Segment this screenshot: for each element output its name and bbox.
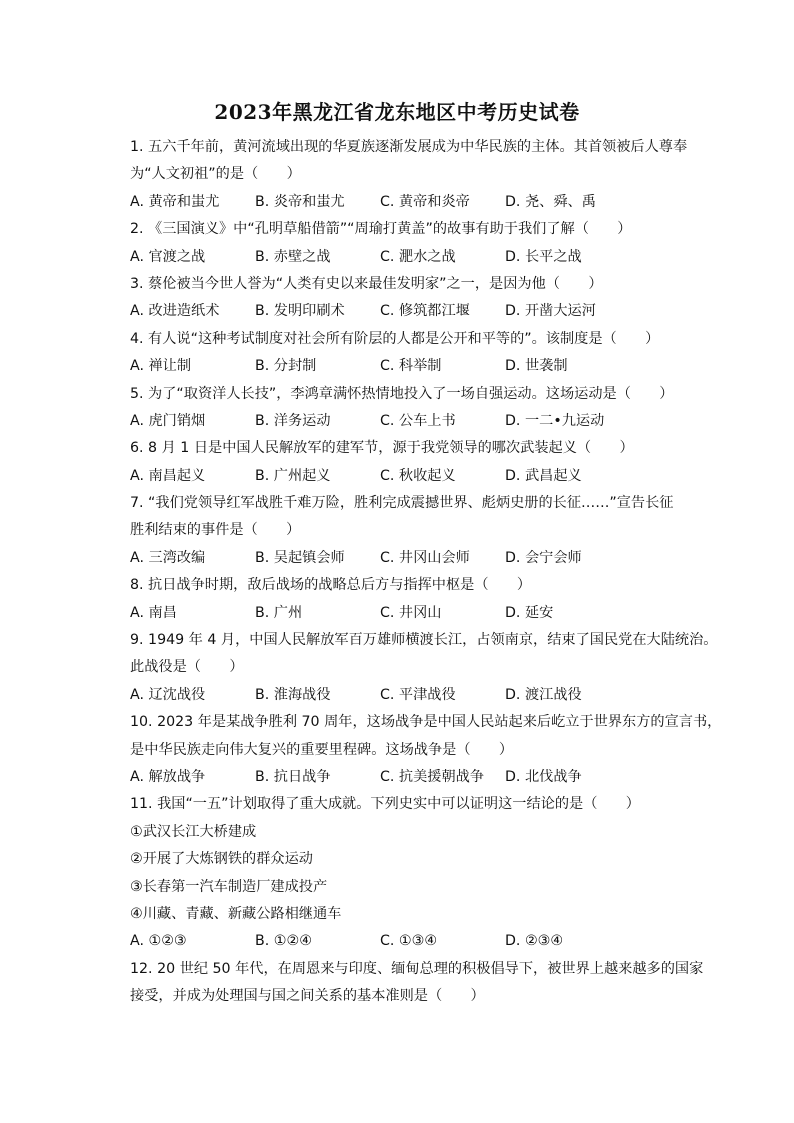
question-stem: 3. 蔡伦被当今世人誉为“人类有史以来最佳发明家”之一，是因为他（ ） [130, 275, 603, 292]
option-row [130, 353, 700, 380]
question-stem: 2. 《三国演义》中“孔明草船借箭”“周瑜打黄盖”的故事有助于我们了解（ ） [130, 221, 632, 238]
question-10 [130, 709, 722, 791]
option-c: C. 修筑都江堰 [380, 303, 470, 320]
question-stem-line: 胜利结束的事件是（ ） [130, 522, 301, 539]
option-b: B. ①②④ [255, 933, 312, 950]
question-stem-line: 是中华民族走向伟大复兴的重要里程碑。这场战争是（ ） [130, 741, 514, 758]
option-b: B. 淮海战役 [255, 686, 331, 703]
option-b: B. 炎帝和蚩尤 [255, 193, 345, 210]
option-d: D. 世袭制 [505, 358, 568, 375]
option-a: A. 改进造纸术 [130, 303, 220, 320]
option-d: D. 长平之战 [505, 248, 582, 265]
option-a: A. 辽沈战役 [130, 686, 206, 703]
page-title: 2023年黑龙江省龙东地区中考历史试卷 [214, 100, 580, 124]
question-stem-line: 此战役是（ ） [130, 659, 244, 676]
question-4 [130, 326, 700, 381]
option-d: D. 渡江战役 [505, 686, 582, 703]
option-b: B. 抗日战争 [255, 768, 331, 785]
question-11 [130, 791, 700, 955]
option-b: B. 洋务运动 [255, 412, 331, 429]
question-stem: 7. “我们党领导红军战胜千难万险，胜利完成震撼世界、彪炳史册的长征……”宣告长征 [130, 495, 674, 512]
option-row [130, 244, 700, 271]
option-a: A. 官渡之战 [130, 248, 206, 265]
option-b: B. 赤壁之战 [255, 248, 331, 265]
question-12 [130, 956, 704, 1011]
option-d: D. 延安 [505, 604, 554, 621]
question-1 [130, 134, 700, 216]
option-c: C. 井冈山 [380, 604, 442, 621]
option-c: C. 井冈山会师 [380, 549, 470, 566]
question-stem: 1. 五六千年前，黄河流域出现的华夏族逐渐发展成为中华民族的主体。其首领被后人尊奉 [130, 139, 688, 155]
option-d: D. 武昌起义 [505, 467, 582, 484]
option-a: A. 南昌起义 [130, 467, 206, 484]
option-b: B. 分封制 [255, 358, 317, 375]
option-a: A. 虎门销烟 [130, 412, 206, 429]
question-2 [130, 216, 700, 271]
option-row [130, 682, 700, 709]
question-stem: 6. 8 月 1 日是中国人民解放军的建军节，源于我党领导的哪次武装起义（ ） [130, 440, 634, 457]
option-d: D. ②③④ [505, 933, 564, 950]
option-row [130, 545, 700, 572]
question-stem-line: ④川藏、青藏、新藏公路相继通车 [130, 905, 342, 922]
option-c: C. ①③④ [380, 933, 438, 950]
option-a: A. 解放战争 [130, 768, 206, 785]
question-stem-line: ③长春第一汽车制造厂建成投产 [130, 878, 328, 895]
option-b: B. 发明印刷术 [255, 303, 345, 320]
option-row [130, 408, 700, 435]
question-8 [130, 572, 700, 627]
question-stem: 11. 我国“一五”计划取得了重大成就。下列史实中可以证明这一结论的是（ ） [130, 796, 640, 813]
option-d: D. 尧、舜、禹 [505, 193, 596, 210]
option-c: C. 黄帝和炎帝 [380, 193, 470, 210]
question-stem-line: 为“人文初祖”的是（ ） [130, 166, 301, 183]
question-stem: 4. 有人说“这种考试制度对社会所有阶层的人都是公开和平等的”。该制度是（ ） [130, 330, 660, 347]
option-c: C. 抗美援朝战争 [380, 768, 485, 785]
question-stem: 8. 抗日战争时期，敌后战场的战略总后方与指挥中枢是（ ） [130, 577, 532, 594]
option-b: B. 广州 [255, 604, 303, 621]
question-stem-line: ②开展了大炼钢铁的群众运动 [130, 851, 313, 868]
question-stem-line: 接受，并成为处理国与国之间关系的基本准则是（ ） [130, 988, 485, 1005]
question-list [130, 134, 722, 1011]
option-a: A. 三湾改编 [130, 549, 206, 566]
option-c: C. 淝水之战 [380, 248, 456, 265]
option-b: B. 吴起镇会师 [255, 549, 345, 566]
question-stem: 12. 20 世纪 50 年代，在周恩来与印度、缅甸总理的积极倡导下，被世界上越来越多的国家 [130, 960, 704, 977]
question-5 [130, 381, 700, 436]
option-c: C. 秋收起义 [380, 467, 456, 484]
option-row [130, 600, 700, 627]
option-d: D. 会宁会师 [505, 549, 582, 566]
option-c: C. 科举制 [380, 358, 442, 375]
option-a: A. ①②③ [130, 933, 187, 950]
option-d: D. 一二•九运动 [505, 412, 605, 429]
question-6 [130, 435, 700, 490]
question-7 [130, 490, 700, 572]
option-b: B. 广州起义 [255, 467, 331, 484]
option-row [130, 298, 700, 325]
option-d: D. 北伐战争 [505, 768, 582, 785]
option-row [130, 463, 700, 490]
question-9 [130, 627, 718, 709]
option-c: C. 平津战役 [380, 686, 456, 703]
option-row [130, 928, 700, 955]
option-a: A. 南昌 [130, 604, 177, 621]
option-c: C. 公车上书 [380, 412, 456, 429]
option-row [130, 764, 700, 791]
question-3 [130, 271, 700, 326]
question-stem-line: ①武汉长江大桥建成 [130, 823, 257, 840]
question-stem: 10. 2023 年是某战争胜利 70 周年，这场战争是中国人民站起来后屹立于世界东方的宣言书， [130, 714, 722, 731]
question-stem: 9. 1949 年 4 月，中国人民解放军百万雄师横渡长江，占领南京，结束了国民党在大陆统治。 [130, 632, 718, 649]
option-d: D. 开凿大运河 [505, 303, 596, 320]
option-a: A. 黄帝和蚩尤 [130, 193, 220, 210]
option-row [130, 189, 700, 216]
question-stem: 5. 为了“取资洋人长技”，李鸿章满怀热情地投入了一场自强运动。这场运动是（ ） [130, 385, 674, 402]
option-a: A. 禅让制 [130, 358, 192, 375]
